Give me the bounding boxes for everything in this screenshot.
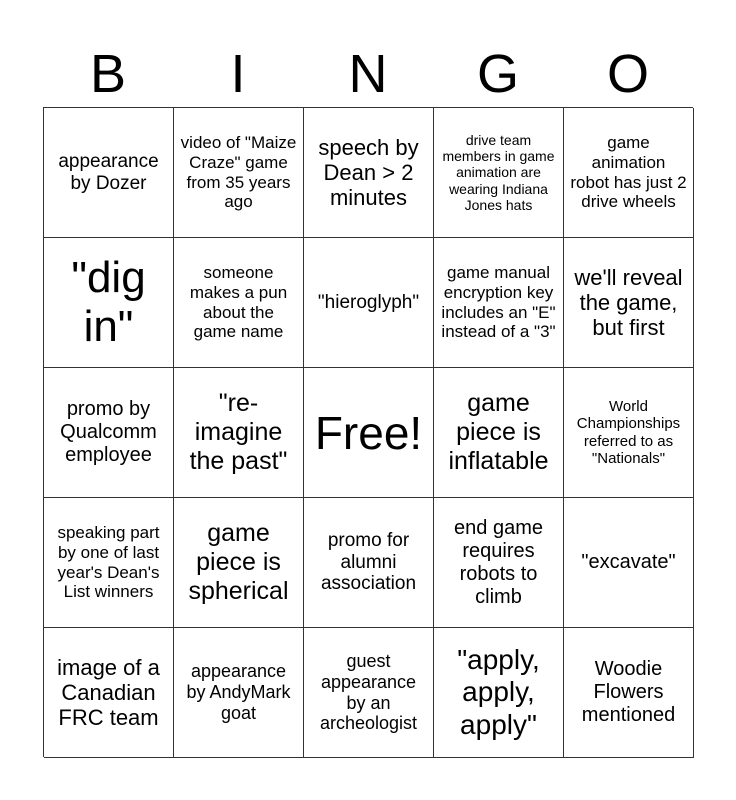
bingo-cell-i2[interactable]: someone makes a pun about the game name: [174, 238, 304, 368]
bingo-cell-g1[interactable]: drive team members in game animation are wearing Indiana Jones hats: [434, 108, 564, 238]
header-letter-b: B: [89, 44, 127, 104]
bingo-cell-i4[interactable]: game piece is spherical: [174, 498, 304, 628]
bingo-cell-o4[interactable]: "excavate": [564, 498, 694, 628]
bingo-cell-n1[interactable]: speech by Dean > 2 minutes: [304, 108, 434, 238]
bingo-cell-g3[interactable]: game piece is inflatable: [434, 368, 564, 498]
header-letter-o: O: [606, 44, 649, 104]
bingo-cell-n3-free-space[interactable]: Free!: [304, 368, 434, 498]
bingo-cell-g5[interactable]: "apply, apply, apply": [434, 628, 564, 758]
bingo-cell-b2[interactable]: "dig in": [44, 238, 174, 368]
bingo-cell-i1[interactable]: video of "Maize Craze" game from 35 years ago: [174, 108, 304, 238]
bingo-cell-o3[interactable]: World Championships referred to as "Nationals": [564, 368, 694, 498]
bingo-cell-n2[interactable]: "hieroglyph": [304, 238, 434, 368]
header-letter-i: I: [230, 44, 246, 104]
bingo-header: [43, 40, 693, 108]
bingo-cell-i3[interactable]: "re-imagine the past": [174, 368, 304, 498]
header-letter-g: G: [476, 44, 519, 104]
bingo-cell-o5[interactable]: Woodie Flowers mentioned: [564, 628, 694, 758]
bingo-cell-n4[interactable]: promo for alumni association: [304, 498, 434, 628]
header-letter-n: N: [348, 44, 388, 104]
bingo-cell-b5[interactable]: image of a Canadian FRC team: [44, 628, 174, 758]
bingo-cell-o1[interactable]: game animation robot has just 2 drive wheels: [564, 108, 694, 238]
bingo-cell-o2[interactable]: we'll reveal the game, but first: [564, 238, 694, 368]
bingo-cell-b4[interactable]: speaking part by one of last year's Dean's List winners: [44, 498, 174, 628]
bingo-cell-b3[interactable]: promo by Qualcomm employee: [44, 368, 174, 498]
bingo-cell-n5[interactable]: guest appearance by an archeologist: [304, 628, 434, 758]
bingo-cell-i5[interactable]: appearance by AndyMark goat: [174, 628, 304, 758]
bingo-cell-b1[interactable]: appearance by Dozer: [44, 108, 174, 238]
bingo-cell-g4[interactable]: end game requires robots to climb: [434, 498, 564, 628]
bingo-cell-g2[interactable]: game manual encryption key includes an "E" instead of a "3": [434, 238, 564, 368]
bingo-board: [43, 107, 693, 757]
